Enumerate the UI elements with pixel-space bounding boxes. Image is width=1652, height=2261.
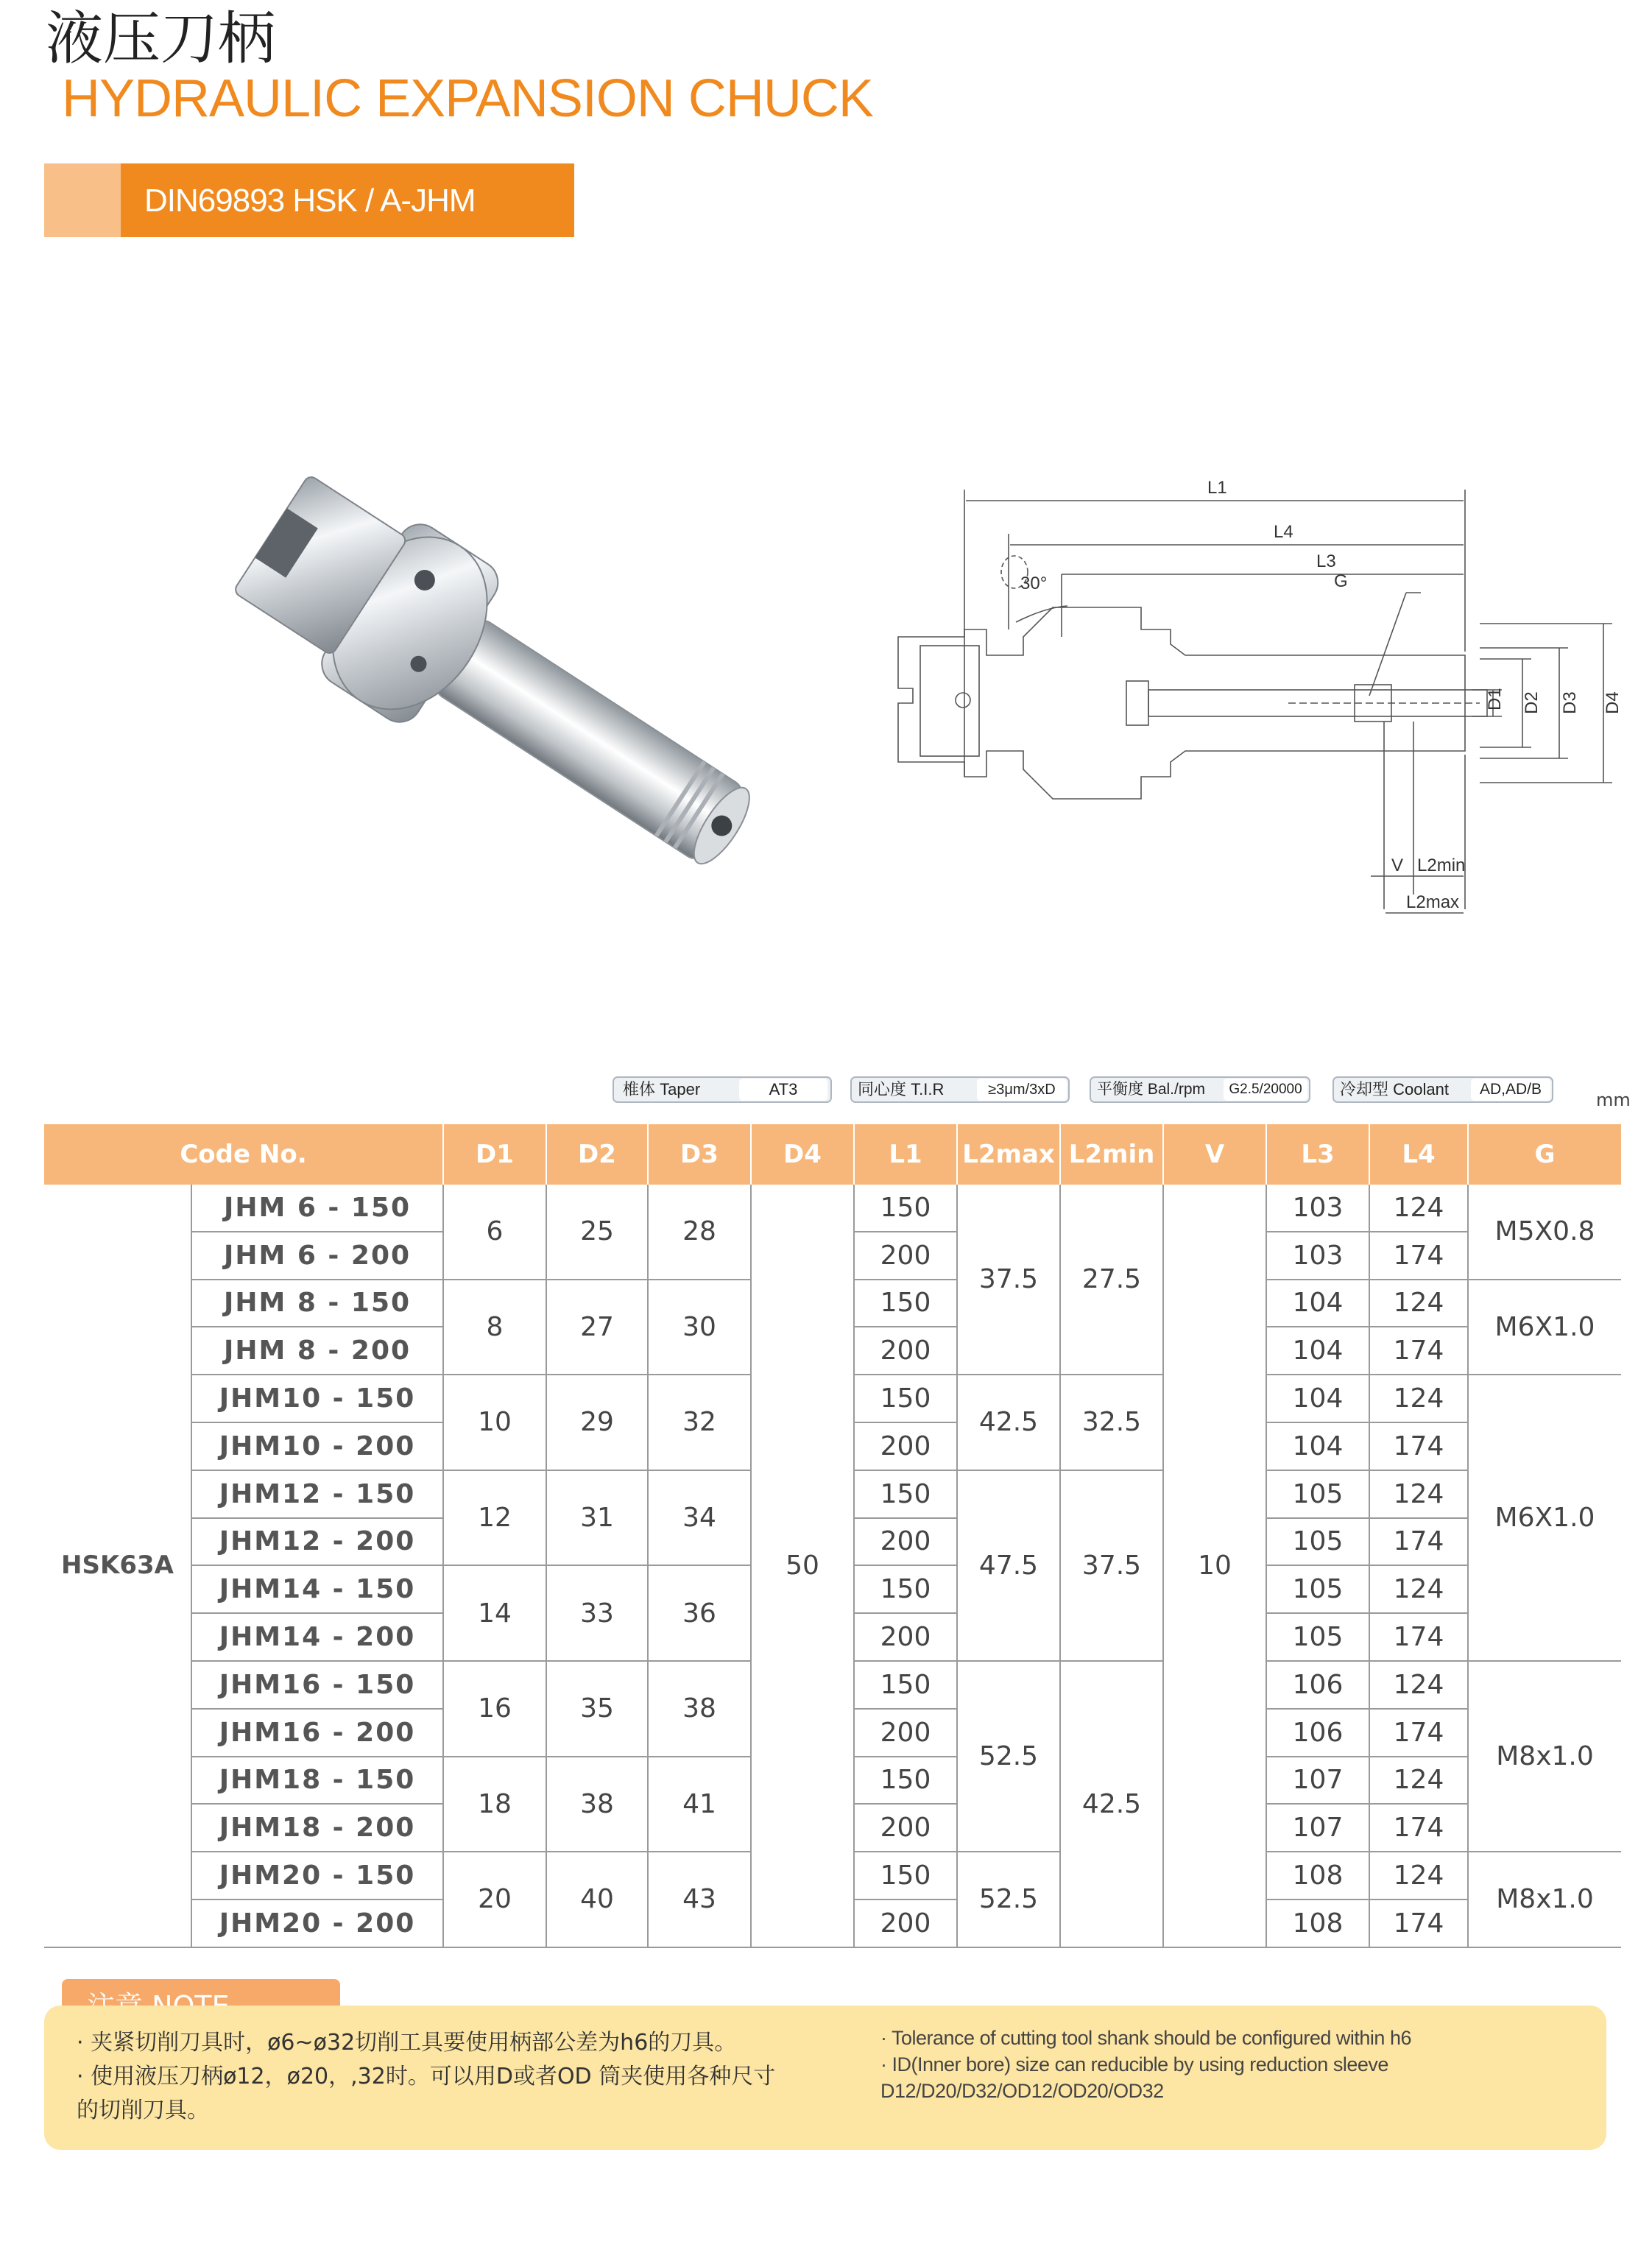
subtitle-bar-accent bbox=[44, 163, 121, 237]
l3-cell: 105 bbox=[1266, 1470, 1369, 1518]
l1-cell: 150 bbox=[854, 1852, 957, 1900]
d1-cell: 16 bbox=[443, 1661, 546, 1757]
header-g: G bbox=[1468, 1124, 1621, 1185]
code-cell: JHM10 - 150 bbox=[191, 1375, 443, 1422]
spec-taper bbox=[613, 1076, 832, 1103]
l3-cell: 105 bbox=[1266, 1613, 1369, 1661]
header-d2: D2 bbox=[546, 1124, 648, 1185]
dim-label-angle: 30° bbox=[1020, 574, 1048, 593]
l3-cell: 108 bbox=[1266, 1852, 1369, 1900]
d2-cell: 31 bbox=[546, 1470, 648, 1566]
l4-cell: 174 bbox=[1369, 1804, 1468, 1852]
l1-cell: 200 bbox=[854, 1327, 957, 1375]
subtitle-text: DIN69893 HSK / A-JHM bbox=[144, 183, 476, 219]
header-d4: D4 bbox=[751, 1124, 854, 1185]
note-en-line: D12/D20/D32/OD12/OD20/OD32 bbox=[880, 2080, 1164, 2102]
l2min-cell: 32.5 bbox=[1060, 1375, 1163, 1470]
l1-cell: 150 bbox=[854, 1757, 957, 1805]
spec-balance-label: 平衡度 Bal./rpm bbox=[1097, 1081, 1206, 1098]
header-l4: L4 bbox=[1369, 1124, 1468, 1185]
code-cell: JHM10 - 200 bbox=[191, 1422, 443, 1470]
l4-cell: 124 bbox=[1369, 1375, 1468, 1422]
l1-cell: 150 bbox=[854, 1470, 957, 1518]
code-cell: JHM20 - 200 bbox=[191, 1900, 443, 1947]
table-header-row bbox=[44, 1124, 1621, 1185]
l1-cell: 200 bbox=[854, 1613, 957, 1661]
l3-cell: 105 bbox=[1266, 1565, 1369, 1613]
l1-cell: 200 bbox=[854, 1518, 957, 1566]
code-cell: JHM 8 - 150 bbox=[191, 1280, 443, 1327]
dim-label-v: V bbox=[1391, 856, 1404, 875]
d1-cell: 14 bbox=[443, 1565, 546, 1661]
l3-cell: 103 bbox=[1266, 1232, 1369, 1280]
dim-label-d3: D3 bbox=[1560, 691, 1580, 714]
spec-tir-label: 同心度 T.I.R bbox=[858, 1080, 945, 1098]
header-d1: D1 bbox=[443, 1124, 546, 1185]
l4-cell: 124 bbox=[1369, 1852, 1468, 1900]
l4-cell: 174 bbox=[1369, 1709, 1468, 1757]
l3-cell: 106 bbox=[1266, 1661, 1369, 1709]
l2min-cell: 37.5 bbox=[1060, 1470, 1163, 1661]
dim-label-d1: D1 bbox=[1485, 688, 1505, 710]
l4-cell: 174 bbox=[1369, 1613, 1468, 1661]
technical-drawing bbox=[876, 431, 1642, 931]
l4-cell: 124 bbox=[1369, 1757, 1468, 1805]
dim-label-l2max: L2max bbox=[1406, 892, 1460, 912]
l4-cell: 124 bbox=[1369, 1565, 1468, 1613]
note-en-line: · Tolerance of cutting tool shank should be configured within h6 bbox=[880, 2027, 1411, 2049]
note-en-line: · ID(Inner bore) size can reducible by using reduction sleeve bbox=[880, 2053, 1388, 2075]
l3-cell: 105 bbox=[1266, 1518, 1369, 1566]
l3-cell: 104 bbox=[1266, 1375, 1369, 1422]
spec-taper-value: AT3 bbox=[739, 1079, 827, 1101]
l2max-cell: 42.5 bbox=[957, 1375, 1060, 1470]
l3-cell: 104 bbox=[1266, 1280, 1369, 1327]
d3-cell: 32 bbox=[648, 1375, 751, 1470]
code-cell: JHM14 - 150 bbox=[191, 1565, 443, 1613]
code-cell: JHM 6 - 150 bbox=[191, 1185, 443, 1232]
page-title-en: HYDRAULIC EXPANSION CHUCK bbox=[62, 69, 873, 128]
l3-cell: 108 bbox=[1266, 1900, 1369, 1947]
g-cell: M8x1.0 bbox=[1468, 1661, 1621, 1852]
l2max-cell: 52.5 bbox=[957, 1661, 1060, 1852]
l1-cell: 150 bbox=[854, 1565, 957, 1613]
d1-cell: 6 bbox=[443, 1185, 546, 1280]
header-l2max: L2max bbox=[957, 1124, 1060, 1185]
d3-cell: 28 bbox=[648, 1185, 751, 1280]
l2min-cell: 27.5 bbox=[1060, 1185, 1163, 1375]
spec-coolant-label: 冷却型 Coolant bbox=[1340, 1080, 1449, 1098]
dim-label-l1: L1 bbox=[1207, 478, 1227, 498]
header-v: V bbox=[1163, 1124, 1266, 1185]
dim-label-g: G bbox=[1334, 571, 1348, 591]
note-en bbox=[880, 2025, 1587, 2104]
spec-tir-value: ≥3μm/3xD bbox=[977, 1079, 1067, 1101]
header-l2min: L2min bbox=[1060, 1124, 1163, 1185]
d2-cell: 38 bbox=[546, 1757, 648, 1852]
d1-cell: 20 bbox=[443, 1852, 546, 1947]
header-d3: D3 bbox=[648, 1124, 751, 1185]
l2max-cell: 52.5 bbox=[957, 1852, 1060, 1947]
d1-cell: 10 bbox=[443, 1375, 546, 1470]
l3-cell: 103 bbox=[1266, 1185, 1369, 1232]
code-cell: JHM12 - 150 bbox=[191, 1470, 443, 1518]
g-cell: M6X1.0 bbox=[1468, 1280, 1621, 1375]
code-cell: JHM20 - 150 bbox=[191, 1852, 443, 1900]
product-photo bbox=[184, 434, 788, 920]
spec-coolant bbox=[1332, 1076, 1553, 1103]
l4-cell: 124 bbox=[1369, 1661, 1468, 1709]
l1-cell: 200 bbox=[854, 1232, 957, 1280]
dim-label-l4: L4 bbox=[1274, 522, 1293, 542]
l1-cell: 200 bbox=[854, 1900, 957, 1947]
code-cell: JHM16 - 150 bbox=[191, 1661, 443, 1709]
l1-cell: 200 bbox=[854, 1804, 957, 1852]
d2-cell: 33 bbox=[546, 1565, 648, 1661]
l3-cell: 104 bbox=[1266, 1327, 1369, 1375]
code-cell: JHM16 - 200 bbox=[191, 1709, 443, 1757]
table-row bbox=[44, 1185, 1621, 1232]
g-cell: M8x1.0 bbox=[1468, 1852, 1621, 1947]
l4-cell: 174 bbox=[1369, 1900, 1468, 1947]
dim-label-d2: D2 bbox=[1522, 691, 1542, 714]
l2max-cell: 37.5 bbox=[957, 1185, 1060, 1375]
header-code: Code No. bbox=[44, 1124, 443, 1185]
d3-cell: 43 bbox=[648, 1852, 751, 1947]
group-label: HSK63A bbox=[44, 1185, 191, 1947]
d4-cell: 50 bbox=[751, 1185, 854, 1947]
dim-label-d4: D4 bbox=[1603, 691, 1623, 714]
l1-cell: 200 bbox=[854, 1709, 957, 1757]
code-cell: JHM14 - 200 bbox=[191, 1613, 443, 1661]
note-cn bbox=[77, 2026, 886, 2128]
l4-cell: 174 bbox=[1369, 1327, 1468, 1375]
subtitle-bar bbox=[44, 163, 574, 237]
d3-cell: 41 bbox=[648, 1757, 751, 1852]
note-cn-line: · 使用液压刀柄ø12，ø20，,32时。可以用D或者OD 筒夹使用各种尺寸 bbox=[77, 2064, 776, 2089]
d2-cell: 25 bbox=[546, 1185, 648, 1280]
l3-cell: 104 bbox=[1266, 1422, 1369, 1470]
l3-cell: 107 bbox=[1266, 1757, 1369, 1805]
spec-tir bbox=[850, 1076, 1070, 1103]
code-cell: JHM 6 - 200 bbox=[191, 1232, 443, 1280]
l4-cell: 174 bbox=[1369, 1422, 1468, 1470]
code-cell: JHM18 - 150 bbox=[191, 1757, 443, 1805]
g-cell: M5X0.8 bbox=[1468, 1185, 1621, 1280]
dim-label-l2min: L2min bbox=[1417, 856, 1466, 875]
d3-cell: 36 bbox=[648, 1565, 751, 1661]
d1-cell: 8 bbox=[443, 1280, 546, 1375]
spec-table bbox=[44, 1124, 1621, 1948]
l3-cell: 107 bbox=[1266, 1804, 1369, 1852]
note-cn-line: 的切削刀具。 bbox=[77, 2098, 209, 2123]
note-box bbox=[44, 2006, 1606, 2150]
unit-label: mm bbox=[1596, 1090, 1631, 1110]
l2min-cell: 42.5 bbox=[1060, 1661, 1163, 1947]
d2-cell: 35 bbox=[546, 1661, 648, 1757]
d2-cell: 40 bbox=[546, 1852, 648, 1947]
l1-cell: 200 bbox=[854, 1422, 957, 1470]
code-cell: JHM12 - 200 bbox=[191, 1518, 443, 1566]
dim-label-l3: L3 bbox=[1316, 551, 1336, 571]
d3-cell: 34 bbox=[648, 1470, 751, 1566]
l4-cell: 124 bbox=[1369, 1185, 1468, 1232]
l3-cell: 106 bbox=[1266, 1709, 1369, 1757]
g-cell: M6X1.0 bbox=[1468, 1375, 1621, 1661]
code-cell: JHM 8 - 200 bbox=[191, 1327, 443, 1375]
l4-cell: 124 bbox=[1369, 1470, 1468, 1518]
d1-cell: 18 bbox=[443, 1757, 546, 1852]
page-title-cn: 液压刀柄 bbox=[46, 6, 276, 72]
d2-cell: 27 bbox=[546, 1280, 648, 1375]
d3-cell: 30 bbox=[648, 1280, 751, 1375]
l2max-cell: 47.5 bbox=[957, 1470, 1060, 1661]
l4-cell: 174 bbox=[1369, 1232, 1468, 1280]
header-l3: L3 bbox=[1266, 1124, 1369, 1185]
l1-cell: 150 bbox=[854, 1280, 957, 1327]
spec-balance bbox=[1090, 1076, 1310, 1103]
spec-coolant-value: AD,AD/B bbox=[1471, 1079, 1550, 1101]
l1-cell: 150 bbox=[854, 1185, 957, 1232]
l1-cell: 150 bbox=[854, 1375, 957, 1422]
note-cn-line: · 夹紧切削刀具时，ø6~ø32切削工具要使用柄部公差为h6的刀具。 bbox=[77, 2030, 737, 2056]
d2-cell: 29 bbox=[546, 1375, 648, 1470]
spec-balance-value: G2.5/20000 bbox=[1224, 1079, 1307, 1101]
l1-cell: 150 bbox=[854, 1661, 957, 1709]
v-cell: 10 bbox=[1163, 1185, 1266, 1947]
spec-taper-label: 椎体 Taper bbox=[623, 1080, 701, 1098]
d3-cell: 38 bbox=[648, 1661, 751, 1757]
d1-cell: 12 bbox=[443, 1470, 546, 1566]
code-cell: JHM18 - 200 bbox=[191, 1804, 443, 1852]
l4-cell: 124 bbox=[1369, 1280, 1468, 1327]
header-l1: L1 bbox=[854, 1124, 957, 1185]
l4-cell: 174 bbox=[1369, 1518, 1468, 1566]
